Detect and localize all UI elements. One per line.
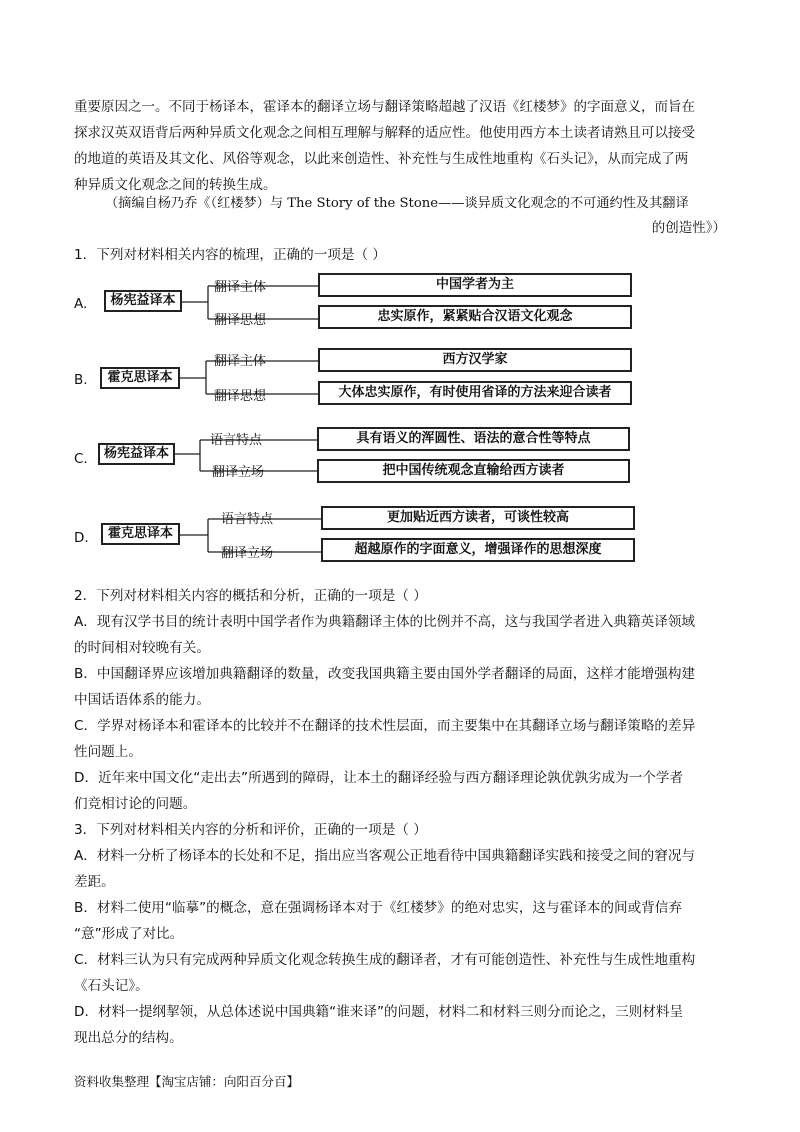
q1-option-d-branch2-label: 翻译立场 [221,546,274,561]
q1-option-c-letter: C. [74,451,88,467]
q2-option-c-line1: C．学界对杨译本和霍译本的比较并不在翻译的技术性层面，而主要集中在其翻译立场与翻译策略的差异 [74,718,696,734]
q2-option-d-line2: 们竞相讨论的问题。 [74,796,197,812]
q1-option-a-letter: A. [74,296,88,312]
q1-option-c-root-box: 杨宪益译本 [98,443,175,465]
q3-option-a-line2: 差距。 [74,874,115,890]
q3-option-c-line2: 《石头记》。 [74,978,149,994]
q2-option-d-line1: D．近年来中国文化“走出去”所遇到的障碍，让本土的翻译经验与西方翻译理论孰优孰劣成为一个学者 [74,770,684,786]
q1-option-b-box2: 大体忠实原作，有时使用省译的方法来迎合读者 [318,381,632,405]
question-1-stem: 1．下列对材料相关内容的梳理，正确的一项是（ ） [74,247,387,263]
q1-option-a-box2: 忠实原作，紧紧贴合汉语文化观念 [318,305,632,329]
q1-option-a-box1: 中国学者为主 [318,273,632,297]
q2-option-b-line1: B．中国翻译界应该增加典籍翻译的数量，改变我国典籍主要由国外学者翻译的局面，这样才能增强构建 [74,666,696,682]
q1-option-a-root-box: 杨宪益译本 [104,290,182,312]
q1-option-c-branch1-label: 语言特点 [210,433,263,448]
passage-line-1: 重要原因之一。不同于杨译本，霍译本的翻译立场与翻译策略超越了汉语《红楼梦》的字面意义，而旨在 [74,99,695,115]
question-2-stem: 2．下列对材料相关内容的概括和分析，正确的一项是（ ） [74,588,427,604]
q3-option-d-line2: 现出总分的结构。 [74,1030,183,1046]
q3-option-b-line1: B．材料二使用“临摹”的概念，意在强调杨译本对于《红楼梦》的绝对忠实，这与霍译本的间或背信弃 [74,900,682,916]
passage-line-4: 种异质文化观念之间的转换生成。 [74,177,277,193]
q1-option-a-branch1-label: 翻译主体 [214,280,267,295]
passage-line-3: 的地道的英语及其文化、风俗等观念，以此来创造性、补充性与生成性地重构《石头记》，从而完成了两 [74,151,689,167]
q1-option-b-branch2-label: 翻译思想 [214,389,267,404]
q1-option-d-box1: 更加贴近西方读者，可谈性较高 [321,506,635,530]
q3-option-d-line1: D．材料一提纲挈领，从总体述说中国典籍“谁来译”的问题，材料二和材料三则分而论之，三则材料呈 [74,1004,684,1020]
source-citation-line-2: 的创造性》） [651,220,726,236]
q3-option-c-line1: C．材料三认为只有完成两种异质文化观念转换生成的翻译者，才有可能创造性、补充性与生成性地重构 [74,952,696,968]
q1-option-a-branch2-label: 翻译思想 [214,313,267,328]
q1-option-d-box2: 超越原作的字面意义，增强译作的思想深度 [321,538,635,562]
q2-option-c-line2: 性问题上。 [74,744,142,760]
q1-option-c-box1: 具有语义的浑圆性、语法的意合性等特点 [317,427,630,451]
q1-option-c-box2: 把中国传统观念直输给西方读者 [317,459,630,483]
q2-option-b-line2: 中国话语体系的能力。 [74,692,210,708]
q3-option-a-line1: A．材料一分析了杨译本的长处和不足，指出应当客观公正地看待中国典籍翻译实践和接受之间的窘况与 [74,848,696,864]
q1-option-b-letter: B. [74,372,88,388]
q1-option-b-box1: 西方汉学家 [318,348,632,372]
q1-option-d-branch1-label: 语言特点 [221,512,274,527]
q1-option-b-root-box: 霍克思译本 [100,367,180,389]
page-footer: 资料收集整理【淘宝店铺：向阳百分百】 [74,1074,300,1089]
q2-option-a-line2: 的时间相对较晚有关。 [74,640,210,656]
source-citation-line-1: （摘编自杨乃乔《（红楼梦）与 The Story of the Stone——谈异质文化观念的不可通约性及其翻译 [105,196,689,211]
q1-option-c-branch2-label: 翻译立场 [212,465,265,480]
passage-line-2: 探求汉英双语背后两种异质文化观念之间相互理解与解释的适应性。他使用西方本土读者请熟且可以接受 [74,125,695,141]
q2-option-a-line1: A．现有汉学书目的统计表明中国学者作为典籍翻译主体的比例并不高，这与我国学者进入典籍英译领域 [74,614,696,630]
q1-option-d-root-box: 霍克思译本 [101,523,180,545]
q1-option-b-branch1-label: 翻译主体 [214,354,267,369]
q1-option-d-letter: D. [74,530,89,546]
q3-option-b-line2: “意”形成了对比。 [74,926,184,942]
question-3-stem: 3．下列对材料相关内容的分析和评价，正确的一项是（ ） [74,822,427,838]
